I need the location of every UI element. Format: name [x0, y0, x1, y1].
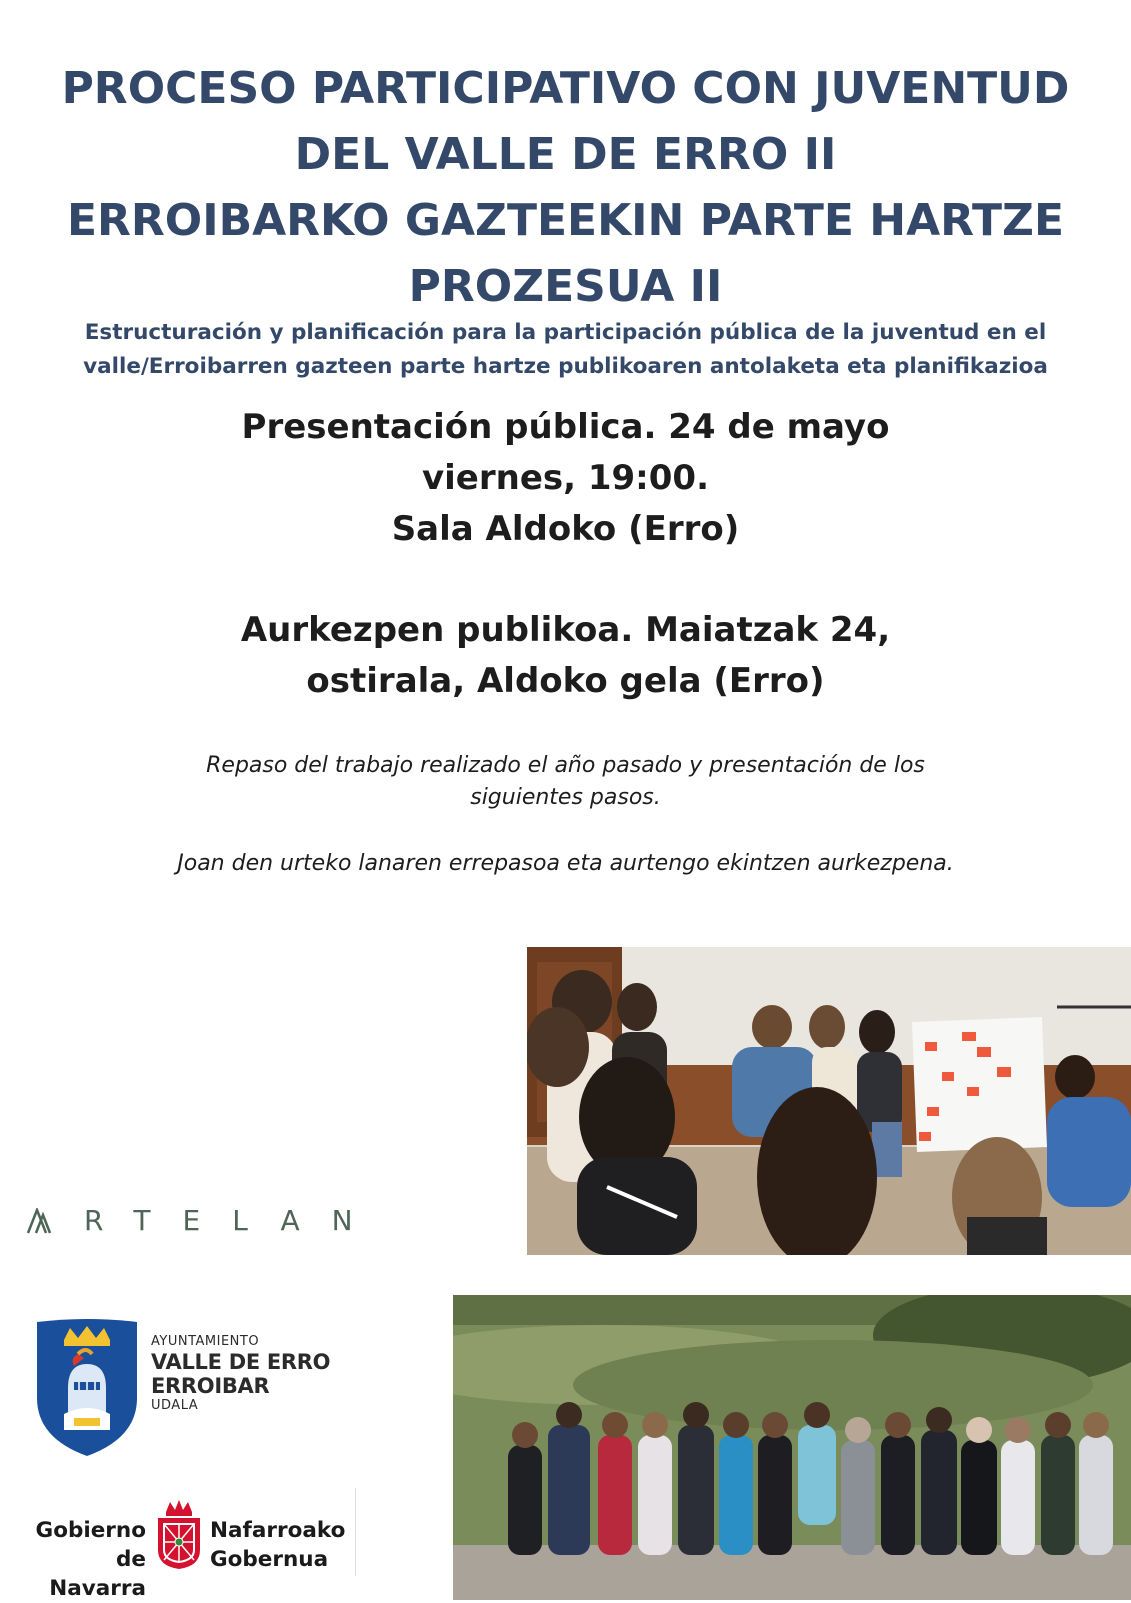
navarra-left-line-1: Gobierno [35, 1518, 146, 1543]
artelan-wordmark: RTELAN [84, 1204, 385, 1237]
description-spanish: Repaso del trabajo realizado el año pasado y presentación de los siguientes pasos. [206, 753, 925, 810]
municipality-line-2: VALLE DE ERRO [151, 1350, 331, 1374]
event-line: viernes, 19:00. [421, 458, 710, 498]
title-line: ERROIBARKO GAZTEEKIN PARTE HARTZE [66, 195, 1065, 246]
navarra-right-line-1: Nafarroako [210, 1518, 346, 1543]
municipality-line-1: AYUNTAMIENTO [151, 1334, 260, 1349]
artelan-logo [26, 1204, 385, 1237]
title-line: PROCESO PARTICIPATIVO CON JUVENTUD [61, 63, 1070, 114]
workshop-photo [527, 947, 1131, 1255]
workshop-photo-illustration [527, 947, 1131, 1255]
logo-divider [355, 1488, 356, 1576]
municipality-shield-icon [34, 1318, 140, 1458]
title-line: DEL VALLE DE ERRO II [294, 129, 837, 180]
event-line: Aurkezpen publikoa. Maiatzak 24, [240, 610, 891, 650]
event-line: ostirala, Aldoko gela (Erro) [306, 661, 825, 701]
description-basque: Joan den urteko lanaren errepasoa eta aurtengo ekintzen aurkezpena. [177, 851, 954, 876]
navarra-name-spanish [18, 1516, 146, 1603]
navarra-coat-of-arms-icon [156, 1498, 202, 1570]
event-info-basque [100, 605, 1031, 707]
poster-subtitle: Estructuración y planificación para la participación pública de la juventud en el valle/Erroibarren gazteen parte hartze publikoaren antolaketa eta planifikazioa [83, 320, 1048, 379]
artelan-a-icon [26, 1208, 56, 1234]
municipality-line-3: ERROIBAR [151, 1374, 270, 1398]
title-line: PROZESUA II [408, 261, 723, 312]
municipality-name [151, 1334, 330, 1414]
event-line: Presentación pública. 24 de mayo [241, 407, 890, 447]
event-line: Sala Aldoko (Erro) [391, 509, 740, 549]
navarra-right-line-2: Gobernua [210, 1547, 329, 1572]
navarra-left-line-2: de Navarra [49, 1547, 146, 1601]
group-photo-illustration [453, 1295, 1131, 1600]
event-info-spanish [100, 402, 1031, 555]
municipality-line-4: UDALA [151, 1398, 199, 1413]
poster-title [20, 56, 1111, 320]
navarra-name-basque [210, 1516, 345, 1574]
group-photo [453, 1295, 1131, 1600]
